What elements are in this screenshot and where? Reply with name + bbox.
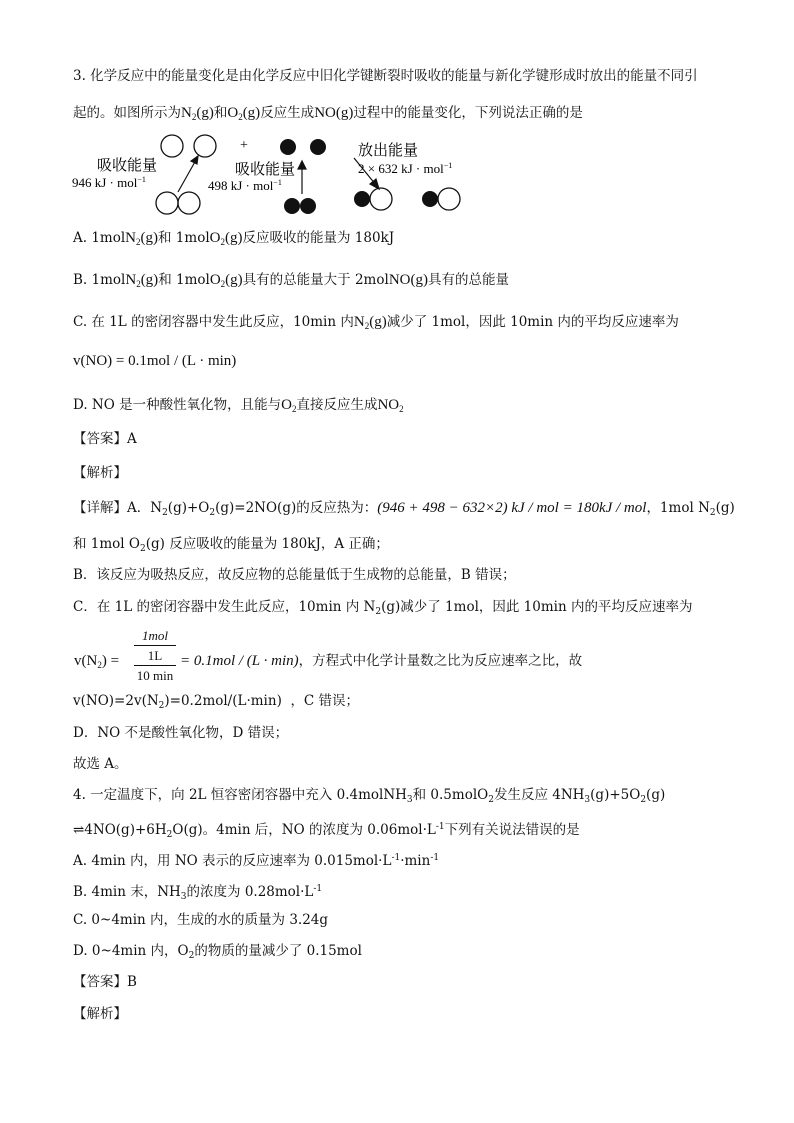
q4-stem-line1: 4. 一定温度下，向 2L 恒容密闭容器中充入 0.4molNH$_3$和 0.5molO$_2$发生反应 $4NH_3(g)+5O_2(g)$ [73, 787, 666, 805]
q3-detail-d: D．NO 不是酸性氧化物，D 错误； [73, 725, 289, 741]
no-molecule-o-icon [422, 191, 438, 207]
o-atom-icon [310, 139, 326, 155]
rate-lhs: $v(N_2)$ = [74, 653, 120, 670]
fraction-middle: 1L [147, 648, 163, 663]
no-molecule-n-icon [438, 188, 460, 210]
o2-molecule-icon [300, 198, 316, 214]
q3-answer: 【答案】A [73, 431, 137, 447]
no-molecule-n-icon [370, 188, 392, 210]
o2-molecule-icon [284, 198, 300, 214]
q4-option-d: D. 0~4min 内，$O_2$的物质的量减少了 0.15mol [73, 943, 362, 961]
release-label: 放出能量 [358, 143, 419, 159]
n2-molecule-icon [156, 192, 178, 214]
n2-molecule-icon [178, 192, 200, 214]
rate-rhs: = 0.1mol / (L · min)，方程式中化学计量数之比为反应速率之比，故 [180, 653, 583, 669]
rate-fraction [132, 626, 178, 685]
fraction-numerator: 1mol [142, 628, 168, 643]
q4-stem-line2: $\rightleftharpoons 4NO(g)+6H_2O(g)$。4min 后，NO 的浓度为 $0.06mol\cdot L^{-1}$下列有关说法错误的是 [73, 822, 580, 840]
q3-option-c-equation: v(NO) = 0.1mol / (L · min) [73, 353, 237, 369]
n-atom-icon [161, 135, 183, 157]
q3-detail-line1: 【详解】A．$N_2(g)+O_2(g)=2NO(g)$的反应热为：(946 + 498 − 632×2) kJ / mol = 180kJ / mol，1mol $N_2(g)$ [73, 500, 735, 518]
fraction-denominator: 10 min [136, 668, 174, 683]
q3-option-c: C. 在 1L 的密闭容器中发生此反应，10min 内$N_2(g)$减少了 1mol，因此 10min 内的平均反应速率为 [73, 314, 679, 331]
energy-o2: 498 kJ · mol$^{-1}$ [208, 178, 282, 193]
q3-choose: 故选 A。 [73, 756, 128, 772]
q3-stem-line1: 3. 化学反应中的能量变化是由化学反应中旧化学键断裂时吸收的能量与新化学键形成时放出的能量不同引 [73, 68, 698, 84]
no-molecule-o-icon [354, 191, 370, 207]
q3-detail-c: C．在 1L 的密闭容器中发生此反应，10min 内 $N_2(g)$减少了 1mol，因此 10min 内的平均反应速率为 [73, 599, 693, 617]
arrow-absorb-n2 [178, 160, 196, 192]
q3-option-d: D. NO 是一种酸性氧化物，且能与$O_2$直接反应生成$NO_2$ [73, 397, 404, 414]
absorb-label-2: 吸收能量 [235, 162, 296, 178]
q3-stem-line2: 起的。如图所示为$N_2(g)$和$O_2(g)$反应生成NO(g)过程中的能量变化，下列说法正确的是 [73, 105, 583, 122]
q3-option-a: A. 1molN$_2$(g)和 1molO$_2$(g)反应吸收的能量为 180kJ [73, 230, 395, 247]
n-atom-icon [194, 135, 216, 157]
q4-option-a: A. 4min 内，用 NO 表示的反应速率为 $0.015mol\cdot L^{-1}\cdot\min^{-1}$ [73, 853, 440, 869]
plus-sign: + [240, 138, 248, 153]
q4-analysis-label: 【解析】 [73, 1006, 127, 1022]
q4-option-c: C. 0~4min 内，生成的水的质量为 3.24g [73, 912, 329, 928]
o-atom-icon [280, 139, 296, 155]
energy-diagram [60, 128, 480, 220]
q3-detail-line2: 和 1mol $O_2(g)$ 反应吸收的能量为 180kJ，A 正确； [73, 536, 389, 554]
q3-detail-c-result: $v(NO)=2v(N_2)=0.2mol/(L\cdot\min)$ ，C 错误； [73, 693, 360, 711]
q3-detail-b: B．该反应为吸热反应，故反应物的总能量低于生成物的总能量，B 错误； [73, 567, 516, 583]
energy-n2: 946 kJ · mol$^{-1}$ [72, 175, 146, 190]
q3-option-b: B. 1molN$_2$(g)和 1molO$_2$(g)具有的总能量大于 2molNO(g)具有的总能量 [73, 272, 509, 289]
q4-answer: 【答案】B [73, 974, 137, 990]
q4-option-b: B. 4min 末，$NH_3$的浓度为 $0.28mol\cdot L^{-1}$ [73, 884, 323, 902]
absorb-label-1: 吸收能量 [97, 158, 158, 174]
q3-analysis-label: 【解析】 [73, 465, 127, 481]
energy-no: 2 × 632 kJ · mol$^{-1}$ [358, 161, 453, 176]
